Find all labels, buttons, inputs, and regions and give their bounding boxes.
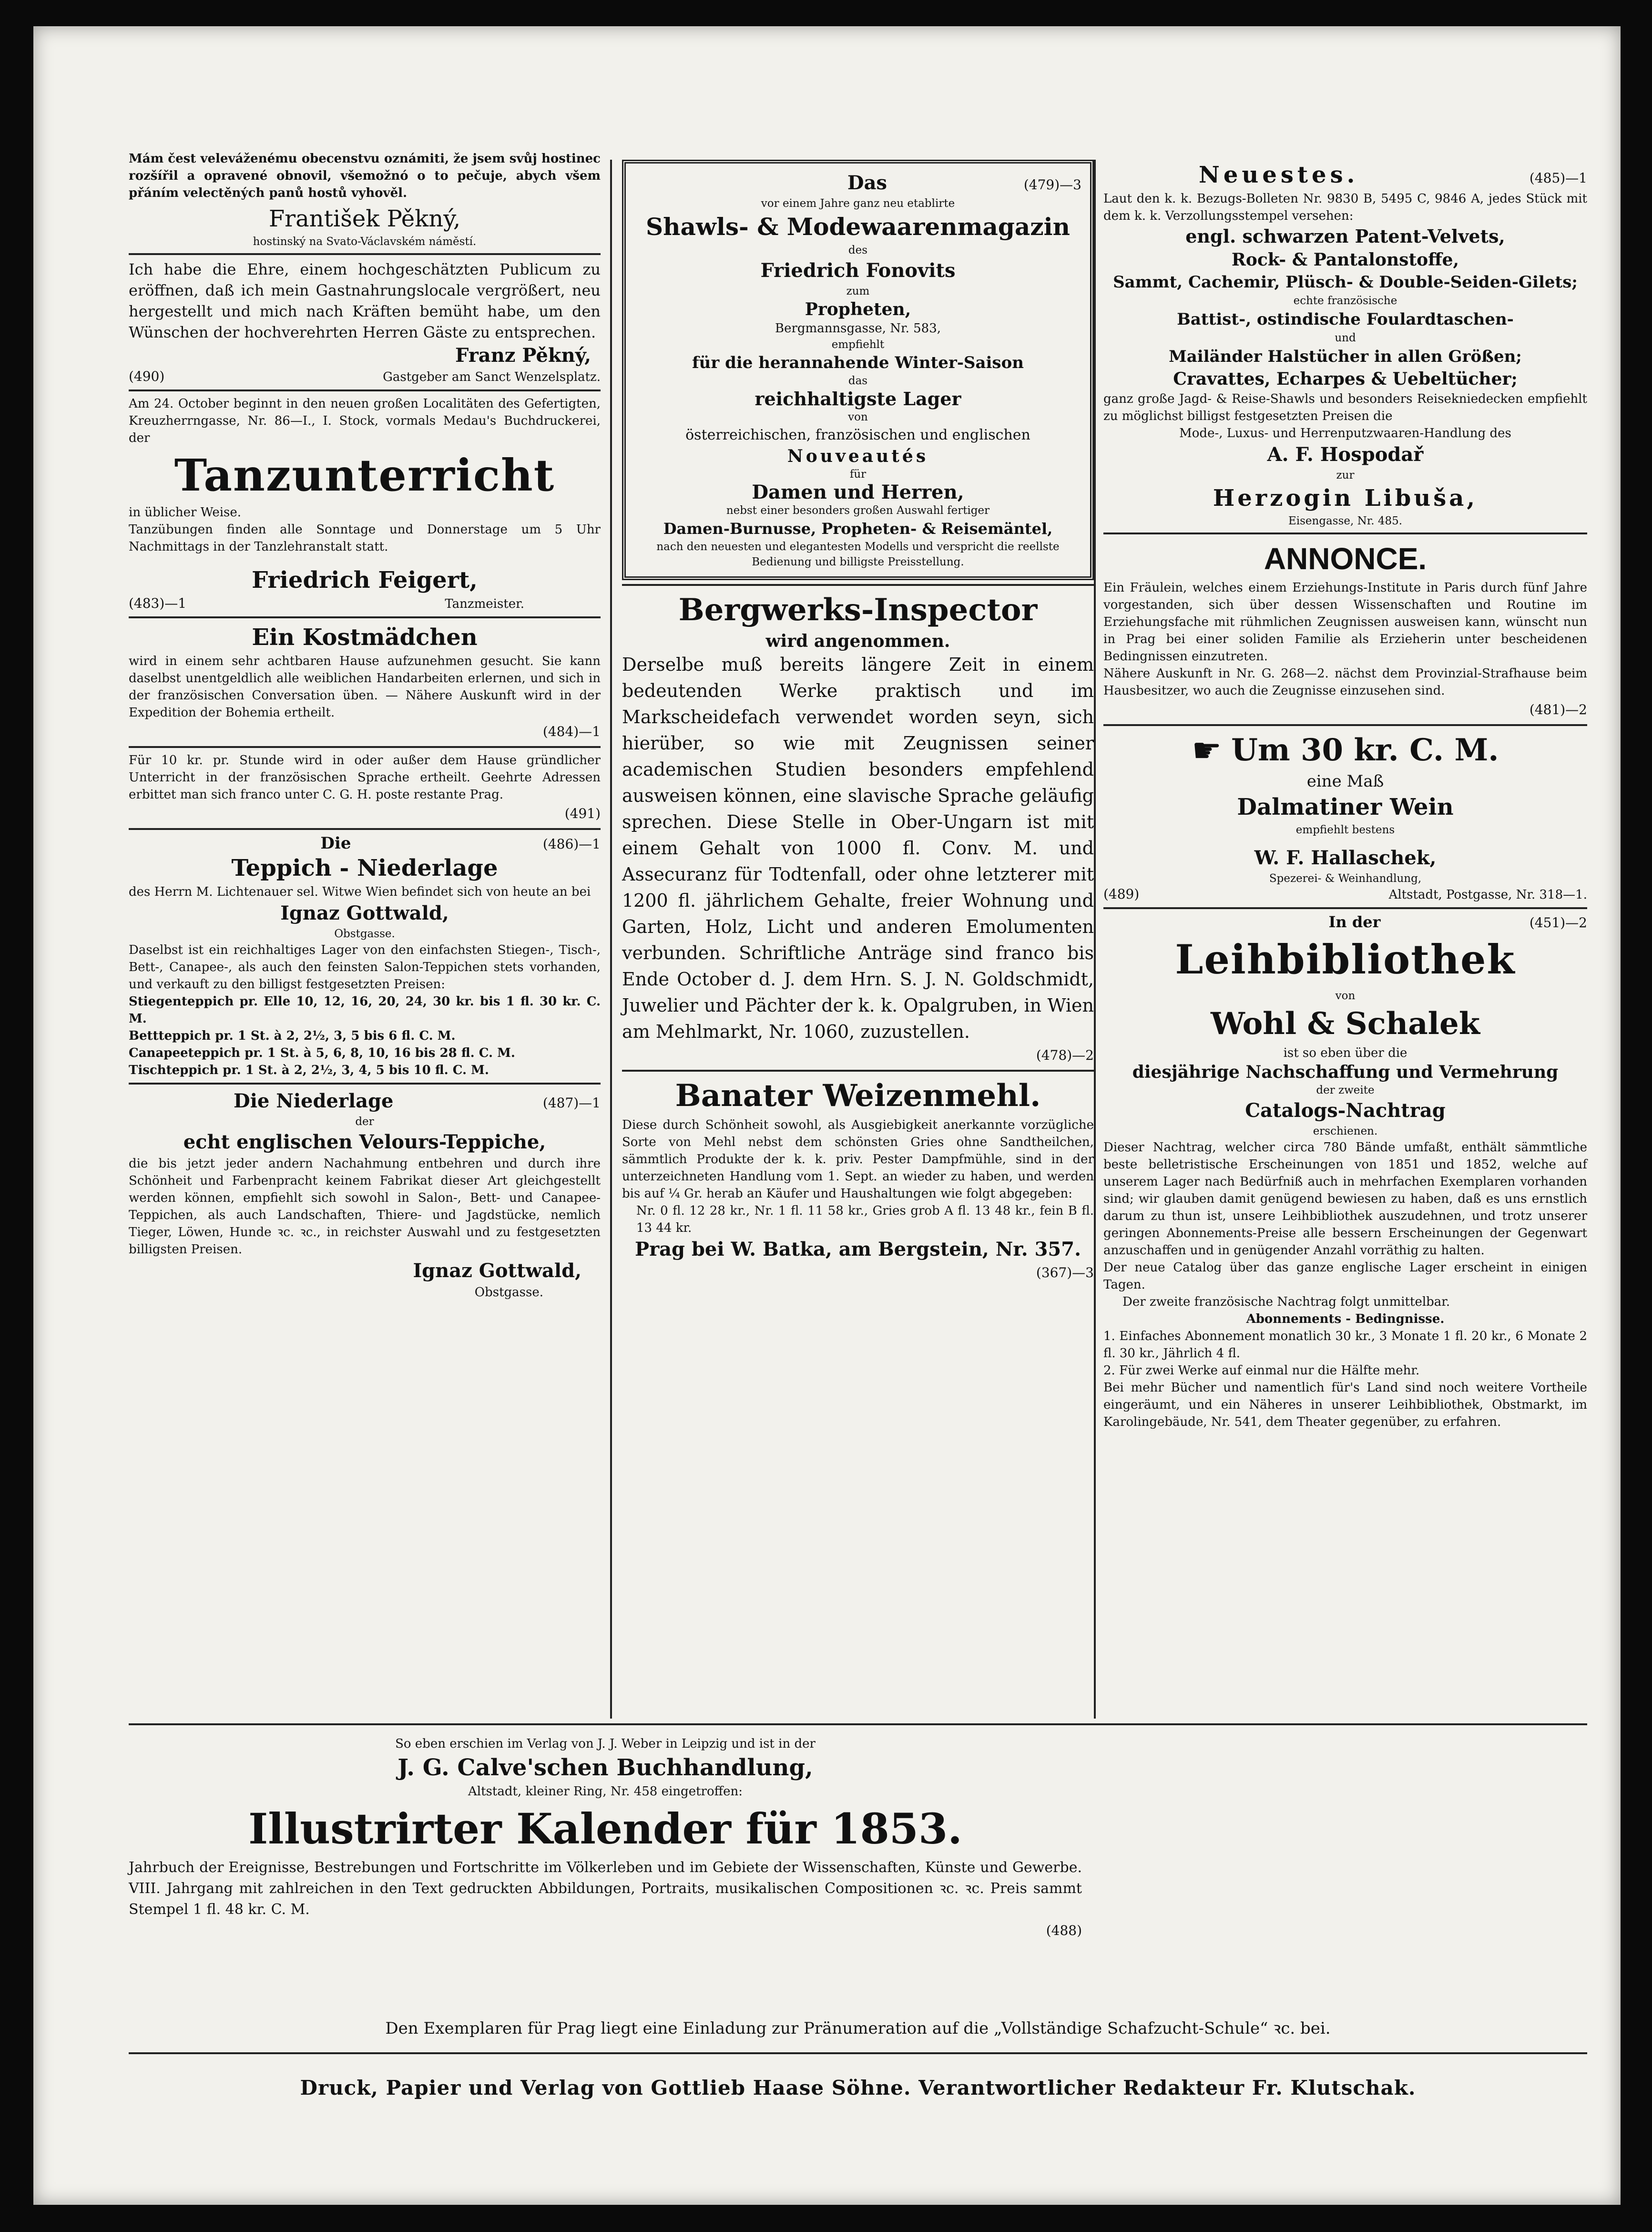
nied-title2: echt englischen Velours-Teppiche,: [183, 1131, 546, 1153]
column-right: [1103, 160, 1587, 1431]
ad-kostmaedchen: [129, 622, 601, 742]
newspaper-page: [33, 26, 1621, 2205]
leih-text1: ist so eben über die: [1283, 1046, 1407, 1060]
leih-ersch: erschienen.: [1313, 1125, 1378, 1137]
ban-ref: (367)—3: [1036, 1265, 1094, 1280]
leih-cat: Catalogs-Nachtrag: [1245, 1099, 1446, 1122]
column-middle: [622, 160, 1094, 1283]
ban-title: Banater Weizenmehl.: [675, 1078, 1041, 1114]
pekny-czech-sub: hostinský na Svato-Václavském náměstí.: [253, 235, 477, 248]
ad-bergwerks-inspector: [622, 590, 1094, 1066]
ban-prices: Nr. 0 fl. 12 28 kr., Nr. 1 fl. 11 58 kr., Gries grob A fl. 13 48 kr., fein B fl. 13 44 kr.: [636, 1204, 1094, 1235]
tep-text1: des Herrn M. Lichtenauer sel. Witwe Wien befindet sich von heute an bei: [129, 885, 591, 899]
ad-niederlage: [129, 1088, 601, 1301]
wein-addr: Altstadt, Postgasse, Nr. 318—1.: [1388, 888, 1587, 902]
kal-ref: (488): [1046, 1923, 1082, 1938]
berg-ref: (478)—2: [1036, 1047, 1094, 1063]
kost-text: wird in einem sehr achtbaren Hause aufzunehmen gesucht. Sie kann daselbst unentgeldlich alle weiblichen Handarbeiten erlernen, und sich in der französischen Conversation üben. — Nähere Auskunft wird in der Expedition der Bohemia ertheilt.: [129, 654, 601, 720]
unterricht-text: Für 10 kr. pr. Stunde wird in oder außer dem Hause gründlicher Unterricht in der französischen Sprache ertheilt. Geehrte Adressen erbittet man sich franco unter C. G. H. poste restante Prag.: [129, 753, 601, 802]
berg-text: Derselbe muß bereits längere Zeit in einem bedeutenden Werke praktisch und im Markscheidefach verwendet worden seyn, sich hierüber, so wie mit Zeugnissen seiner academischen Studien besonders empfehlend ausweisen können, eine slavische Sprache geläufig sprechen. Diese Stelle in Ober-Ungarn ist mit einem Gehalt von 1000 fl. Conv. M. und Assecuranz für Todtenfall, oder ohne letzterer mit 1200 fl. jährlichem Gehalte, freier Wohnung und Garten, Holz, Licht und anderen Emolumenten verbunden. Schriftliche Anträge sind franco bis Ende October d. J. dem Hrn. S. J. N. Goldschmidt, Juwelier und Pächter der k. k. Opalgruben, in Wien am Mehlmarkt, Nr. 1060, zuzustellen.: [622, 654, 1094, 1042]
leih-text6: Bei mehr Bücher und namentlich für's Land sind noch weitere Vortheile eingeräumt, und ein Näheres in unserer Leihbibliothek, Obstmarkt, im Karolingebäude, Nr. 541, dem Theater gegenüber, zu erfahren.: [1103, 1381, 1587, 1429]
wein-ref: (489): [1103, 886, 1140, 902]
tep-price-3: Canapeeteppich pr. 1 St. à 5, 6, 8, 10, 16 bis 28 fl. C. M.: [129, 1046, 515, 1060]
shawl-das2: das: [848, 375, 868, 387]
shawl-intro: vor einem Jahre ganz neu etablirte: [761, 197, 955, 210]
shawl-zum: zum: [846, 285, 870, 297]
ad-pekny-german: [129, 259, 601, 386]
divider: [129, 1083, 601, 1085]
shawl-addr: Bergmannsgasse, Nr. 583,: [775, 321, 941, 336]
neu-item-6: und: [1335, 332, 1356, 344]
nied-ref: (487)—1: [542, 1095, 601, 1111]
shawl-das: Das: [847, 172, 887, 194]
nied-der: der: [355, 1116, 374, 1128]
tanz-intro: Am 24. October beginnt in den neuen großen Localitäten des Gefertigten, Kreuzherrngasse, Nr. 86—I., I. Stock, vormals Medau's Buchdruckerei, der: [129, 397, 601, 445]
divider: [129, 389, 601, 391]
berg-title: Bergwerks-Inspector: [678, 592, 1038, 628]
neu-item-3: Sammt, Cachemir, Plüsch- & Double-Seiden-Gilets;: [1113, 273, 1578, 292]
tep-price-2: Bettteppich pr. 1 St. à 2, 2½, 3, 5 bis 6 fl. C. M.: [129, 1029, 456, 1043]
wein-sign: W. F. Hallaschek,: [1254, 847, 1437, 869]
shawl-nouv: Nouveautés: [787, 446, 929, 466]
wein-title: Um 30 kr. C. M.: [1231, 732, 1499, 768]
ban-text: Diese durch Schönheit sowohl, als Ausgiebigkeit anerkannte vorzügliche Sorte von Mehl nebst dem schönsten Gries ohne Sandtheilchen, sämmtlich Produkte der k. k. priv. Pester Dampfmühle, sind in der unterzeichneten Handlung vom 1. Sept. an wieder zu haben, und werden bis auf ¼ Gr. herab an Käufer und Haushaltungen wie folgt abgegeben:: [622, 1118, 1094, 1201]
tep-name: Ignaz Gottwald,: [280, 902, 449, 924]
shawl-burn: Damen-Burnusse, Propheten- & Reisemäntel,: [663, 520, 1053, 538]
neu-zur: zur: [1336, 469, 1355, 481]
divider: [1103, 532, 1587, 534]
nied-header: [129, 1088, 601, 1114]
kal-intro: So eben erschien im Verlag von J. J. Weber in Leipzig und ist in der: [395, 1737, 816, 1751]
pekny-german-text: Ich habe die Ehre, einem hochgeschätzten Publicum zu eröffnen, daß ich mein Gastnahrungslocale vergrößert, neu hergestellt und mich nach Kräften bemüht habe, um den Wünschen der hochverehrten Herren Gäste zu entsprechen.: [129, 260, 601, 341]
shawl-season: für die herannahende Winter-Saison: [692, 353, 1024, 372]
leih-in: In der: [1328, 913, 1381, 931]
neu-text3: Mode-, Luxus- und Herrenputzwaaren-Handlung des: [1179, 426, 1511, 440]
pekny-czech-name: František Pěkný,: [268, 205, 461, 232]
neu-item-4: echte französische: [1293, 295, 1397, 307]
pointing-hand-icon: ☛: [1192, 731, 1222, 770]
divider: [622, 1070, 1094, 1072]
column-left: [129, 150, 601, 1301]
leih-header: [1103, 913, 1587, 931]
neu-header: [1103, 160, 1587, 190]
notice-line: Den Exemplaren für Prag liegt eine Einladung zur Pränumeration auf die „Vollständige Schafzucht-Schule“ ꝛc. bei.: [385, 2019, 1331, 2038]
tep-ref: (486)—1: [542, 836, 601, 852]
neu-addr: Eisengasse, Nr. 485.: [1288, 515, 1403, 527]
shawl-title: Shawls- & Modewaarenmagazin: [646, 213, 1070, 241]
divider: [1103, 907, 1587, 909]
tep-price-4: Tischteppich pr. 1 St. à 2, 2½, 3, 4, 5 bis 10 fl. C. M.: [129, 1063, 489, 1077]
leih-zweite: der zweite: [1316, 1084, 1375, 1096]
ann-text2: Nähere Auskunft in Nr. G. 268—2. nächst dem Provinzial-Strafhause beim Hausbesitzer, wo auch die Zeugnisse einzusehen sind.: [1103, 666, 1587, 698]
shawl-text2: nach den neuesten und elegantesten Modells und verspricht die reellste Bedienung und billigste Preisstellung.: [656, 541, 1060, 568]
unterricht-ref: (491): [564, 806, 601, 821]
tanz-footer: [129, 595, 601, 613]
neu-item-2: Rock- & Pantalonstoffe,: [1231, 250, 1459, 270]
divider: [129, 253, 601, 255]
divider: [129, 616, 601, 618]
tanz-role: Tanzmeister.: [445, 597, 524, 611]
tanz-name: Friedrich Feigert,: [252, 567, 478, 594]
ad-kalender: [129, 1735, 1082, 1941]
wein-sign2: Spezerei- & Weinhandlung,: [1269, 872, 1422, 885]
pekny-german-name: Franz Pěkný,: [455, 344, 591, 367]
leih-cond-1: 1. Einfaches Abonnement monatlich 30 kr., 3 Monate 1 fl. 20 kr., 6 Monate 2 fl. 30 kr., Jährlich 4 fl.: [1103, 1329, 1587, 1361]
ban-sign: Prag bei W. Batka, am Bergstein, Nr. 357.: [634, 1238, 1081, 1260]
shawl-von: von: [848, 411, 868, 423]
neu-title: Neuestes.: [1199, 162, 1359, 188]
ad-pekny-czech: [129, 150, 601, 249]
neu-item-5: Battist-, ostindische Foulardtaschen-: [1177, 310, 1514, 329]
neu-text1: Laut den k. k. Bezugs-Bolleten Nr. 9830 B, 5495 C, 9846 A, jedes Stück mit dem k. k. Verzollungsstempel versehen:: [1103, 192, 1587, 223]
divider: [129, 828, 601, 830]
wein-empf: empfiehlt bestens: [1295, 824, 1395, 836]
tanz-ref: (483)—1: [129, 595, 187, 611]
ad-tanzunterricht: [129, 395, 601, 613]
shawl-dh: Damen und Herren,: [752, 481, 964, 503]
shawl-des: des: [848, 244, 868, 256]
kost-title: Ein Kostmädchen: [252, 624, 478, 651]
tep-price-1: Stiegenteppich pr. Elle 10, 12, 16, 20, 24, 30 kr. bis 1 fl. 30 kr. C. M.: [129, 994, 601, 1026]
neu-ref: (485)—1: [1529, 170, 1587, 186]
pekny-german-ref: (490): [129, 369, 165, 384]
ann-text: Ein Fräulein, welches einem Erziehungs-Institute in Paris durch fünf Jahre vorgestanden, sich über dessen Wissenschaften und Routine im Erziehungsfache mit rühmlichen Zeugnissen ausweisen kann, wünscht nun in Prag bei einer soliden Familie als Erzieherin unter bescheidenen Bedingnissen einzutreten.: [1103, 581, 1587, 664]
kost-ref: (484)—1: [542, 724, 601, 739]
nied-title: Die Niederlage: [234, 1090, 394, 1112]
leih-text3: Dieser Nachtrag, welcher circa 780 Bände umfaßt, enthält sämmtliche beste belletristische Erscheinungen von 1851 und 1852, welche auf unserem Lager nach Bedürfniß auch in mehrfachen Exemplaren vorhanden sind; wir glauben damit genügend bewiesen zu haben, daß es uns ernstlich darum zu thun ist, unsere Leihbibliothek auszudehnen, und trotz unserer geringen Abonnements-Preise alle bessern Erscheinungen der Gegenwart anzuschaffen und in genügender Anzahl vorräthig zu halten.: [1103, 1140, 1587, 1258]
ad-annonce: [1103, 538, 1587, 720]
leih-von: von: [1335, 990, 1356, 1002]
divider: [1103, 724, 1587, 726]
shawl-lager: reichhaltigste Lager: [755, 388, 961, 410]
neu-name: A. F. Hospodař: [1267, 443, 1424, 466]
neu-item-7: Mailänder Halstücher in allen Größen;: [1169, 347, 1522, 366]
tanz-sub: in üblicher Weise.: [129, 505, 242, 520]
pekny-german-sub: Gastgeber am Sanct Wenzelsplatz.: [383, 370, 601, 384]
tanz-text: Tanzübungen finden alle Sonntage und Donnerstage um 5 Uhr Nachmittags in der Tanzlehranstalt statt.: [129, 522, 601, 554]
kal-text: Jahrbuch der Ereignisse, Bestrebungen und Fortschritte im Völkerleben und im Gebiete der Wissenschaften, Künste und Gewerbe. VIII. Jahrgang mit zahlreichen in den Text gedruckten Abbildungen, Portraits, musikalischen Compositionen ꝛc. ꝛc. Preis sammt Stempel 1 fl. 48 kr. C. M.: [129, 1859, 1082, 1918]
leih-text4: Der neue Catalog über das ganze englische Lager erscheint in einigen Tagen.: [1103, 1260, 1587, 1292]
wein-footer: [1103, 886, 1587, 903]
ann-ref: (481)—2: [1529, 702, 1587, 717]
kal-addr: Altstadt, kleiner Ring, Nr. 458 eingetroffen:: [468, 1784, 743, 1799]
pekny-czech-text: Mám čest veleváženému obecenstvu oznámiti, že jsem svůj hostinec rozšířil a opravené obnovil, všemožnó o to pečuje, abych všem přáním velectěných panů hostů vyhověl.: [129, 152, 601, 200]
neu-item-8: Cravattes, Echarpes & Uebeltücher;: [1173, 369, 1518, 389]
wein-name: Dalmatiner Wein: [1237, 794, 1454, 820]
shawl-header: [634, 170, 1081, 196]
divider: [622, 584, 1094, 586]
tep-die: Die: [320, 834, 351, 853]
ad-neuestes: [1103, 160, 1587, 529]
wein-sub: eine Maß: [1306, 772, 1384, 791]
tep-title: Teppich - Niederlage: [231, 855, 498, 881]
ad-franz-unterricht: [129, 752, 601, 824]
ad-banater-mehl: [622, 1075, 1094, 1283]
ad-leihbibliothek: [1103, 913, 1587, 1431]
shawl-text: nebst einer besonders großen Auswahl fertiger: [726, 504, 990, 517]
shawl-empf: empfiehlt: [831, 338, 885, 351]
pekny-german-footer: [129, 369, 601, 386]
leih-text5: Der zweite französische Nachtrag folgt unmittelbar.: [1122, 1295, 1450, 1309]
column-rule-2: [1094, 160, 1096, 1719]
column-rule-1: [610, 160, 612, 1719]
shawl-sign: Propheten,: [805, 299, 911, 319]
nied-street: Obstgasse.: [474, 1285, 543, 1300]
ad-teppich: [129, 834, 601, 1079]
kal-title: Illustrirter Kalender für 1853.: [248, 1804, 962, 1853]
shawl-nov: österreichischen, französischen und englischen: [685, 427, 1030, 443]
nied-text: die bis jetzt jeder andern Nachahmung entbehren und durch ihre Schönheit und Farbenpracht keinem Fabrikat dieser Art gleichgestellt werden können, empfiehlt sich sowohl in Salon-, Bett- und Canapee-Teppichen, als auch Landschaften, Thiere- und Jagdstücke, nemlich Tieger, Löwen, Hunde ꝛc. ꝛc., in reichster Auswahl und zu festgesetzten billigsten Preisen.: [129, 1157, 601, 1257]
leih-ref: (451)—2: [1529, 915, 1587, 931]
ann-title: ANNONCE.: [1264, 542, 1427, 576]
divider: [129, 746, 601, 748]
leih-cond-2: 2. Für zwei Werke auf einmal nur die Hälfte mehr.: [1103, 1363, 1420, 1378]
kal-shop: J. G. Calve'schen Buchhandlung,: [398, 1754, 813, 1781]
wein-title-row: [1103, 730, 1587, 771]
notice-rule: [129, 2052, 1587, 2054]
tep-street: Obstgasse.: [334, 928, 395, 940]
neu-text2: ganz große Jagd- & Reise-Shawls und besonders Reisekniedecken empfiehlt zu möglichst billigst festgesetzten Preisen die: [1103, 392, 1587, 423]
shawl-ref: (479)—3: [1023, 177, 1081, 193]
tep-header: [129, 834, 601, 853]
leih-abo: Abonnements - Bedingnisse.: [1246, 1312, 1445, 1326]
nied-name: Ignaz Gottwald,: [413, 1259, 581, 1282]
tanz-title: Tanzunterricht: [174, 450, 555, 501]
ad-shawls: [622, 160, 1094, 580]
bottom-rule: [129, 1723, 1587, 1725]
shawl-name: Friedrich Fonovits: [760, 259, 956, 282]
neu-sign: Herzogin Libuša,: [1213, 485, 1478, 512]
shawl-fuer: für: [849, 468, 867, 481]
leih-title: Leihbibliothek: [1175, 936, 1516, 983]
leih-name: Wohl & Schalek: [1210, 1006, 1480, 1042]
imprint: Druck, Papier und Verlag von Gottlieb Haase Söhne. Verantwortlicher Redakteur Fr. Klutschak.: [300, 2076, 1416, 2099]
berg-sub: wird angenommen.: [765, 631, 950, 651]
leih-text2: diesjährige Nachschaffung und Vermehrung: [1132, 1062, 1559, 1082]
neu-item-1: engl. schwarzen Patent-Velvets,: [1185, 225, 1505, 247]
tep-text2: Daselbst ist ein reichhaltiges Lager von den einfachsten Stiegen-, Tisch-, Bett-, Canapee-, als auch den feinsten Salon-Teppichen stets vorhanden, und verkauft zu den billigst festgesetzten Preisen:: [129, 943, 601, 992]
ad-dalmatiner-wein: [1103, 730, 1587, 903]
